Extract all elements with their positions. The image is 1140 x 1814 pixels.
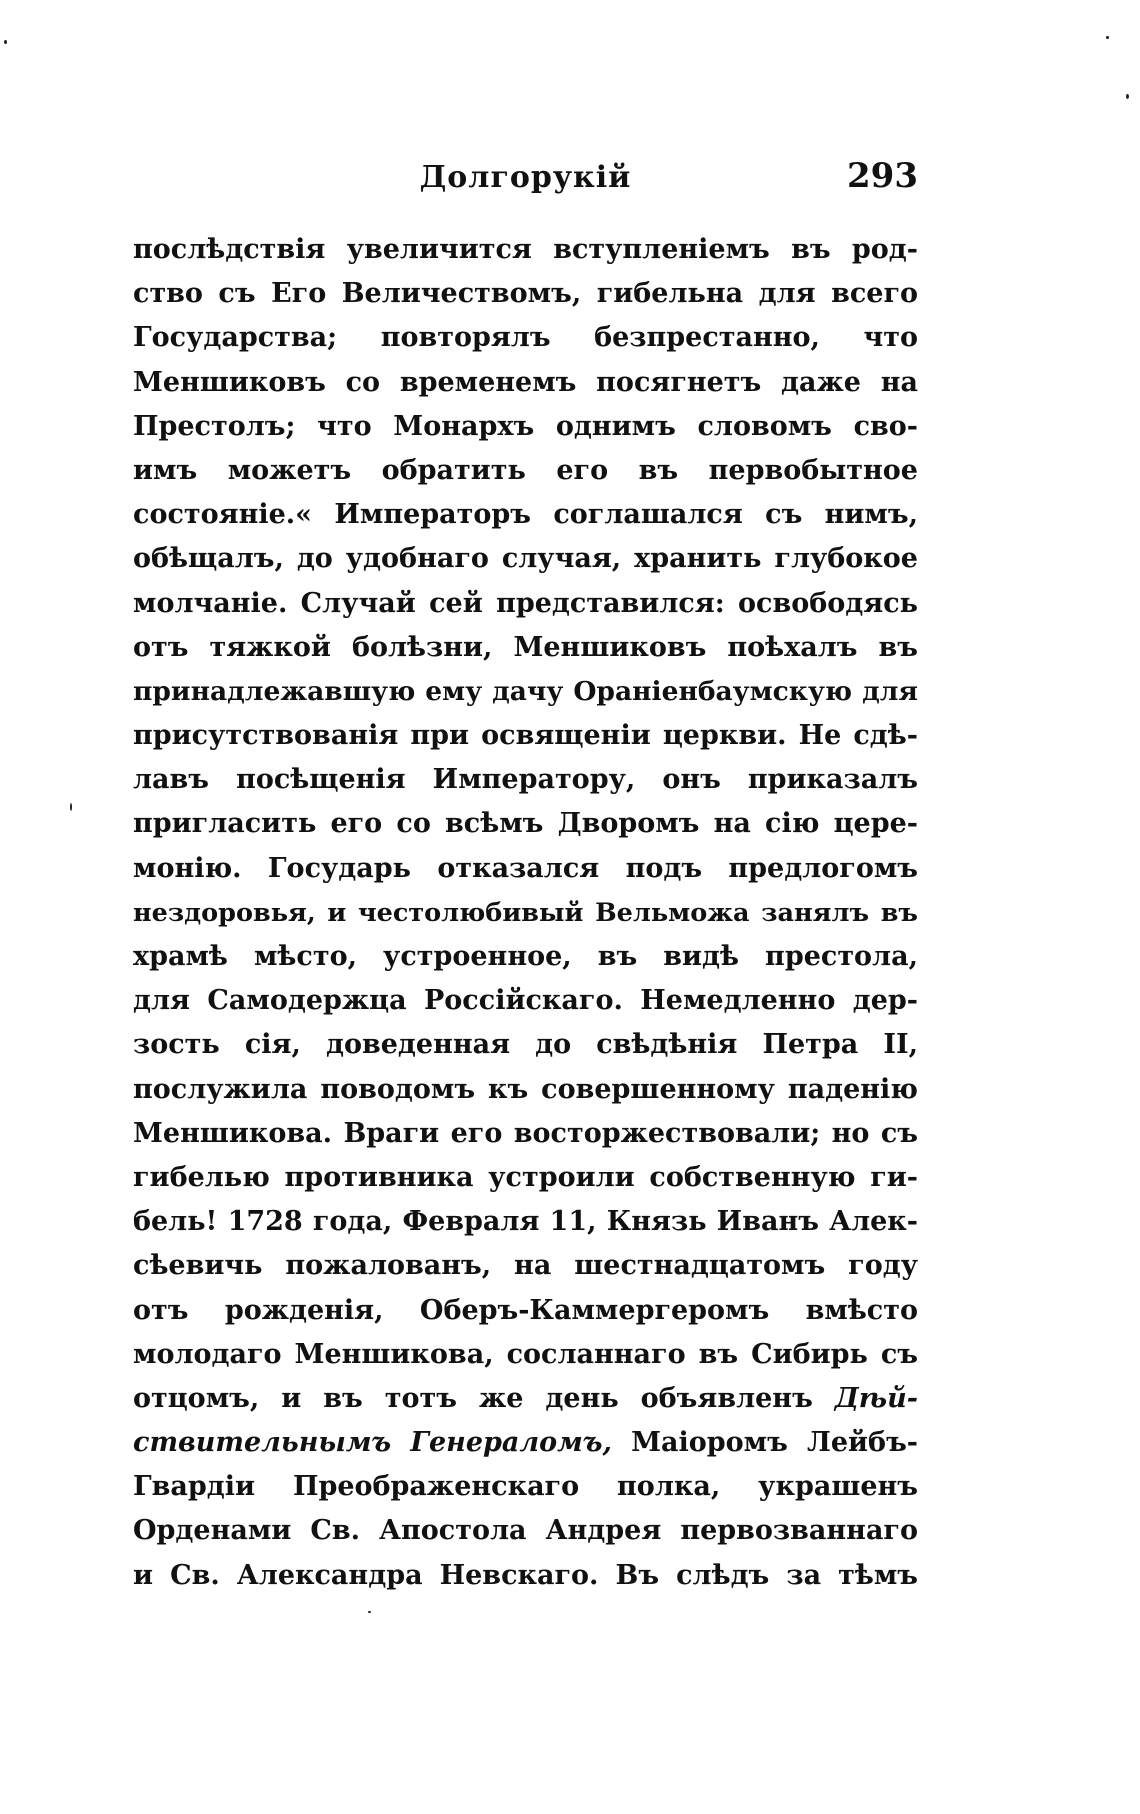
text-line: послужила поводомъ къ совершенному паденію bbox=[133, 1073, 918, 1105]
text-line: для Самодержца Россійскаго. Немедленно дер- bbox=[133, 985, 918, 1017]
text-line: Престолъ; что Монархъ однимъ словомъ сво- bbox=[133, 410, 918, 442]
text-line: Орденами Св. Апостола Андрея первозваннаго bbox=[133, 1515, 918, 1547]
text-line: лавъ посѣщенія Императору, онъ приказалъ bbox=[133, 764, 918, 796]
text-line: храмѣ мѣсто, устроенное, въ видѣ престола, bbox=[133, 941, 918, 972]
running-title: Долгорукій bbox=[419, 160, 632, 195]
text-line: ство съ Его Величествомъ, гибельна для всего bbox=[133, 278, 918, 310]
scan-speck bbox=[1106, 36, 1109, 39]
scan-speck bbox=[368, 1611, 371, 1613]
text-line-with-italic bbox=[133, 1377, 918, 1421]
running-head bbox=[133, 156, 918, 200]
text-line: монію. Государь отказался подъ предлогомъ bbox=[133, 852, 918, 884]
italic-phrase: Дѣй- bbox=[834, 1382, 918, 1414]
italic-phrase: ствительнымъ Генераломъ, bbox=[133, 1427, 612, 1459]
text-line: зость сія, доведенная до свѣдѣнія Петра II, bbox=[133, 1029, 918, 1061]
text-line: Меншиковъ со временемъ посягнетъ даже на bbox=[133, 366, 918, 398]
text-line: молодаго Меншикова, сосланнаго въ Сибирь съ bbox=[133, 1338, 918, 1370]
text-line: состояніе.« Императоръ соглашался съ нимъ, bbox=[133, 499, 918, 531]
text-line: гибелью противника устроили собственную ги- bbox=[133, 1161, 918, 1193]
scan-speck bbox=[1126, 94, 1129, 99]
page-number: 293 bbox=[847, 156, 918, 196]
text-line: сѣевичь пожалованъ, на шестнадцатомъ году bbox=[133, 1250, 918, 1282]
text-line: бель! 1728 года, Февраля 11, Князь Иванъ Алек- bbox=[133, 1206, 918, 1238]
text-segment: Маіоромъ Лейбъ- bbox=[631, 1427, 918, 1459]
text-line: Государства; повторялъ безпрестанно, что bbox=[133, 322, 918, 354]
text-line: принадлежавшую ему дачу Ораніенбаумскую для bbox=[133, 675, 918, 707]
text-line: и Св. Александра Невскаго. Въ слѣдъ за тѣмъ bbox=[133, 1559, 918, 1591]
text-line: присутствованія при освященіи церкви. Не сдѣ- bbox=[133, 720, 918, 752]
text-line: Гвардіи Преображенскаго полка, украшенъ bbox=[133, 1471, 918, 1503]
scan-speck bbox=[4, 40, 7, 44]
text-line: молчаніе. Случай сей представился: освободясь bbox=[133, 587, 918, 619]
text-line: послѣдствія увеличится вступленіемъ въ род- bbox=[133, 234, 918, 265]
text-line: нездоровья, и честолюбивый Вельможа занялъ въ bbox=[133, 897, 918, 928]
text-line: имъ можетъ обратить его въ первобытное bbox=[133, 454, 918, 486]
text-line: пригласить его со всѣмъ Дворомъ на сію цере- bbox=[133, 808, 918, 840]
text-line: отъ рожденія, Оберъ-Каммергеромъ вмѣсто bbox=[133, 1294, 918, 1326]
text-line: отъ тяжкой болѣзни, Меншиковъ поѣхалъ въ bbox=[133, 631, 918, 663]
body-text bbox=[133, 228, 918, 1598]
text-line-with-italic bbox=[133, 1421, 918, 1465]
scan-speck bbox=[70, 803, 72, 811]
text-line: обѣщалъ, до удобнаго случая, хранить глубокое bbox=[133, 543, 918, 575]
text-line: Меншикова. Враги его восторжествовали; но съ bbox=[133, 1117, 918, 1149]
text-segment: отцомъ, и въ тотъ же день объявленъ bbox=[133, 1382, 813, 1414]
